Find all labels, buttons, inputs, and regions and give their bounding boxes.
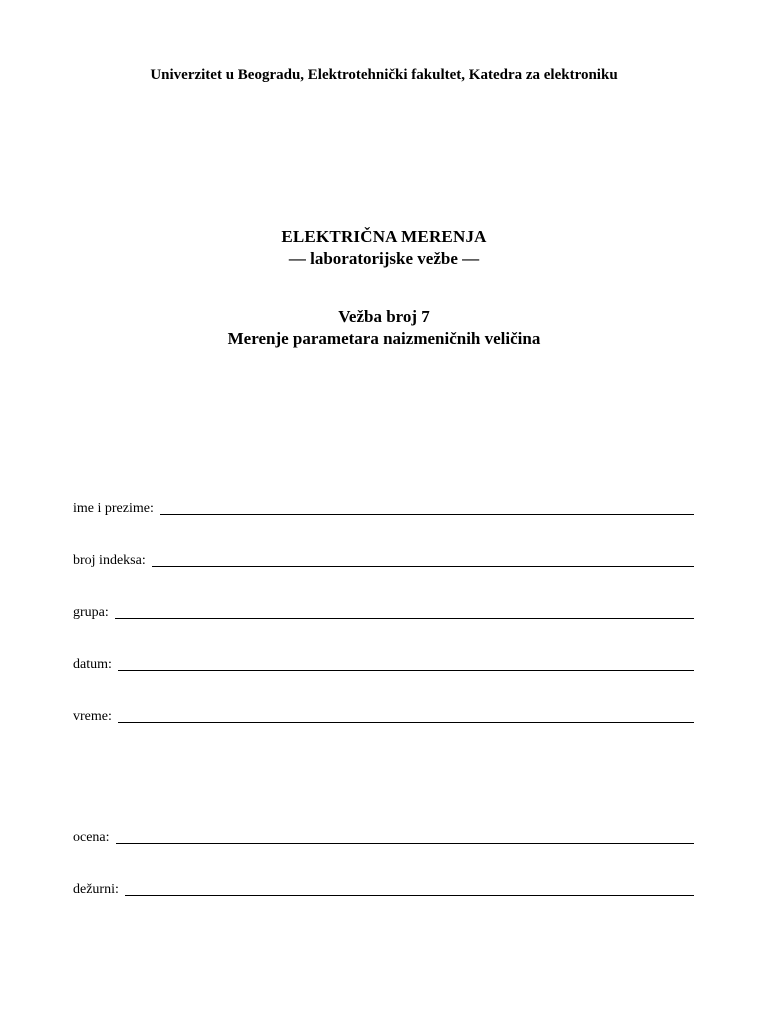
time-blank-line[interactable] [118,722,694,723]
supervisor-label: dežurni: [73,882,119,897]
university-header: Univerzitet u Beogradu, Elektrotehnički fakultet, Katedra za elektroniku [150,67,618,83]
supervisor-blank-line[interactable] [125,895,694,896]
name-label: ime i prezime: [73,501,154,516]
exercise-number: Vežba broj 7 [338,307,430,326]
group-blank-line[interactable] [115,618,694,619]
index-label: broj indeksa: [73,553,146,568]
course-subtitle: — laboratorijske vežbe — [288,249,480,268]
time-field [73,705,694,725]
course-title: ELEKTRIČNA MERENJA [281,227,487,246]
group-field [73,601,694,621]
index-blank-line[interactable] [152,566,694,567]
grade-label: ocena: [73,830,110,845]
name-blank-line[interactable] [160,514,694,515]
date-label: datum: [73,657,112,672]
date-blank-line[interactable] [118,670,694,671]
grade-blank-line[interactable] [116,843,694,844]
index-field [73,549,694,569]
group-label: grupa: [73,605,109,620]
name-field [73,497,694,517]
exercise-title: Merenje parametara naizmeničnih veličina [227,329,541,348]
grade-field [73,826,694,846]
supervisor-field [73,878,694,898]
date-field [73,653,694,673]
time-label: vreme: [73,709,112,724]
